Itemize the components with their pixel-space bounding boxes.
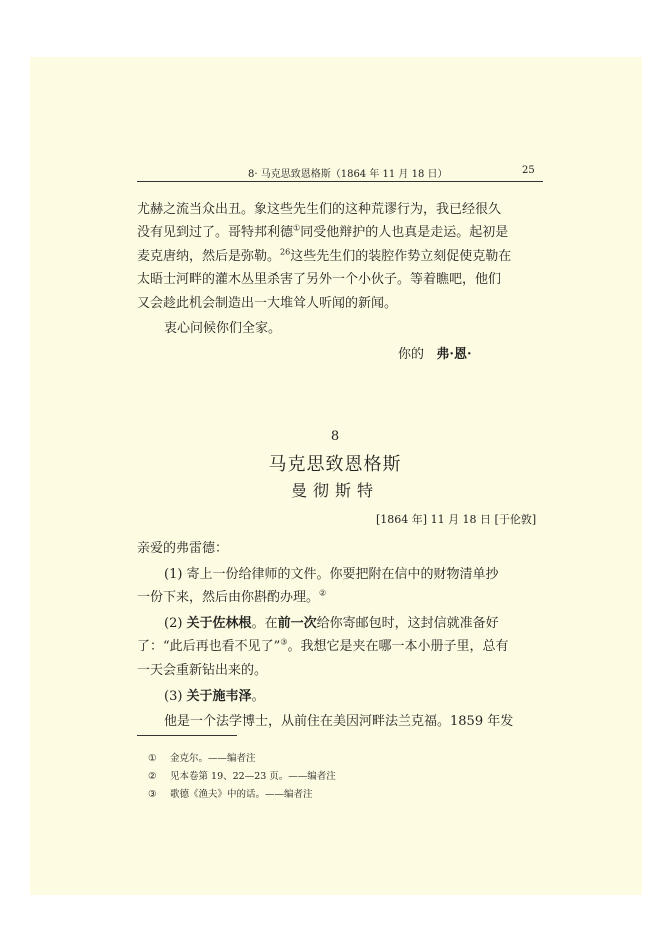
text-line: (3) 关于施韦泽。	[164, 689, 265, 704]
footnote-ref[interactable]: ②	[319, 588, 327, 598]
text-line: (2) 关于佐林根。在前一次给你寄邮包时，这封信就准备好	[164, 616, 499, 631]
footnote-rule	[137, 735, 237, 736]
letter-date: [1864 年] 11 月 18 日 [于伦敦]	[376, 513, 537, 526]
footnote-ref[interactable]: ①	[293, 223, 301, 233]
page-number: 25	[522, 165, 535, 176]
text-line: (1) 寄上一份给律师的文件。你要把附在信中的财物清单抄	[164, 567, 499, 582]
signature: 弗·恩·	[436, 347, 472, 362]
footnote: ② 见本卷第 19、22—23 页。——编者注	[148, 771, 336, 782]
text-line: 又会趁此机会制造出一大堆耸人听闻的新闻。	[137, 296, 398, 311]
text-line: 衷心问候你们全家。	[164, 321, 282, 336]
text-line: 他是一个法学博士，从前住在美因河畔法兰克福。1859 年发	[164, 714, 514, 729]
footnote: ③ 歌德《渔夫》中的话。——编者注	[148, 789, 313, 800]
letter-title: 马克思致恩格斯	[268, 454, 402, 475]
text-line: 一天会重新钻出来的。	[137, 663, 268, 678]
text-line: 了：“此后再也看不见了”③。我想它是夹在哪一本小册子里，总有	[137, 637, 509, 654]
text-line: 尤赫之流当众出丑。象这些先生们的这种荒谬行为，我已经很久	[137, 202, 502, 217]
closing: 你的 弗·恩·	[398, 347, 472, 362]
running-title: 8· 马克思致恩格斯（1864 年 11 月 18 日）	[248, 169, 448, 180]
header-rule	[137, 181, 543, 182]
text-line: 一份下来，然后由你斟酌办理。②	[137, 588, 327, 605]
text-line: 麦克唐纳，然后是弥勒。$^{26}$这些先生们的装腔作势立刻促使克勒在	[137, 247, 512, 264]
salutation: 亲爱的弗雷德：	[137, 541, 229, 556]
page-background	[30, 57, 642, 895]
text-line: 没有见到过了。哥特邦利德①同受他辩护的人也真是走运。起初是	[137, 223, 509, 240]
letter-place: 曼彻斯特	[290, 481, 379, 500]
note-ref[interactable]: 26	[280, 247, 291, 257]
footnote-ref[interactable]: ③	[280, 637, 288, 647]
text-line: 太晤士河畔的灌木丛里杀害了另外一个小伙子。等着瞧吧，他们	[137, 272, 502, 287]
footnote: ① 金克尔。——编者注	[148, 753, 256, 764]
letter-number: 8	[330, 429, 340, 444]
